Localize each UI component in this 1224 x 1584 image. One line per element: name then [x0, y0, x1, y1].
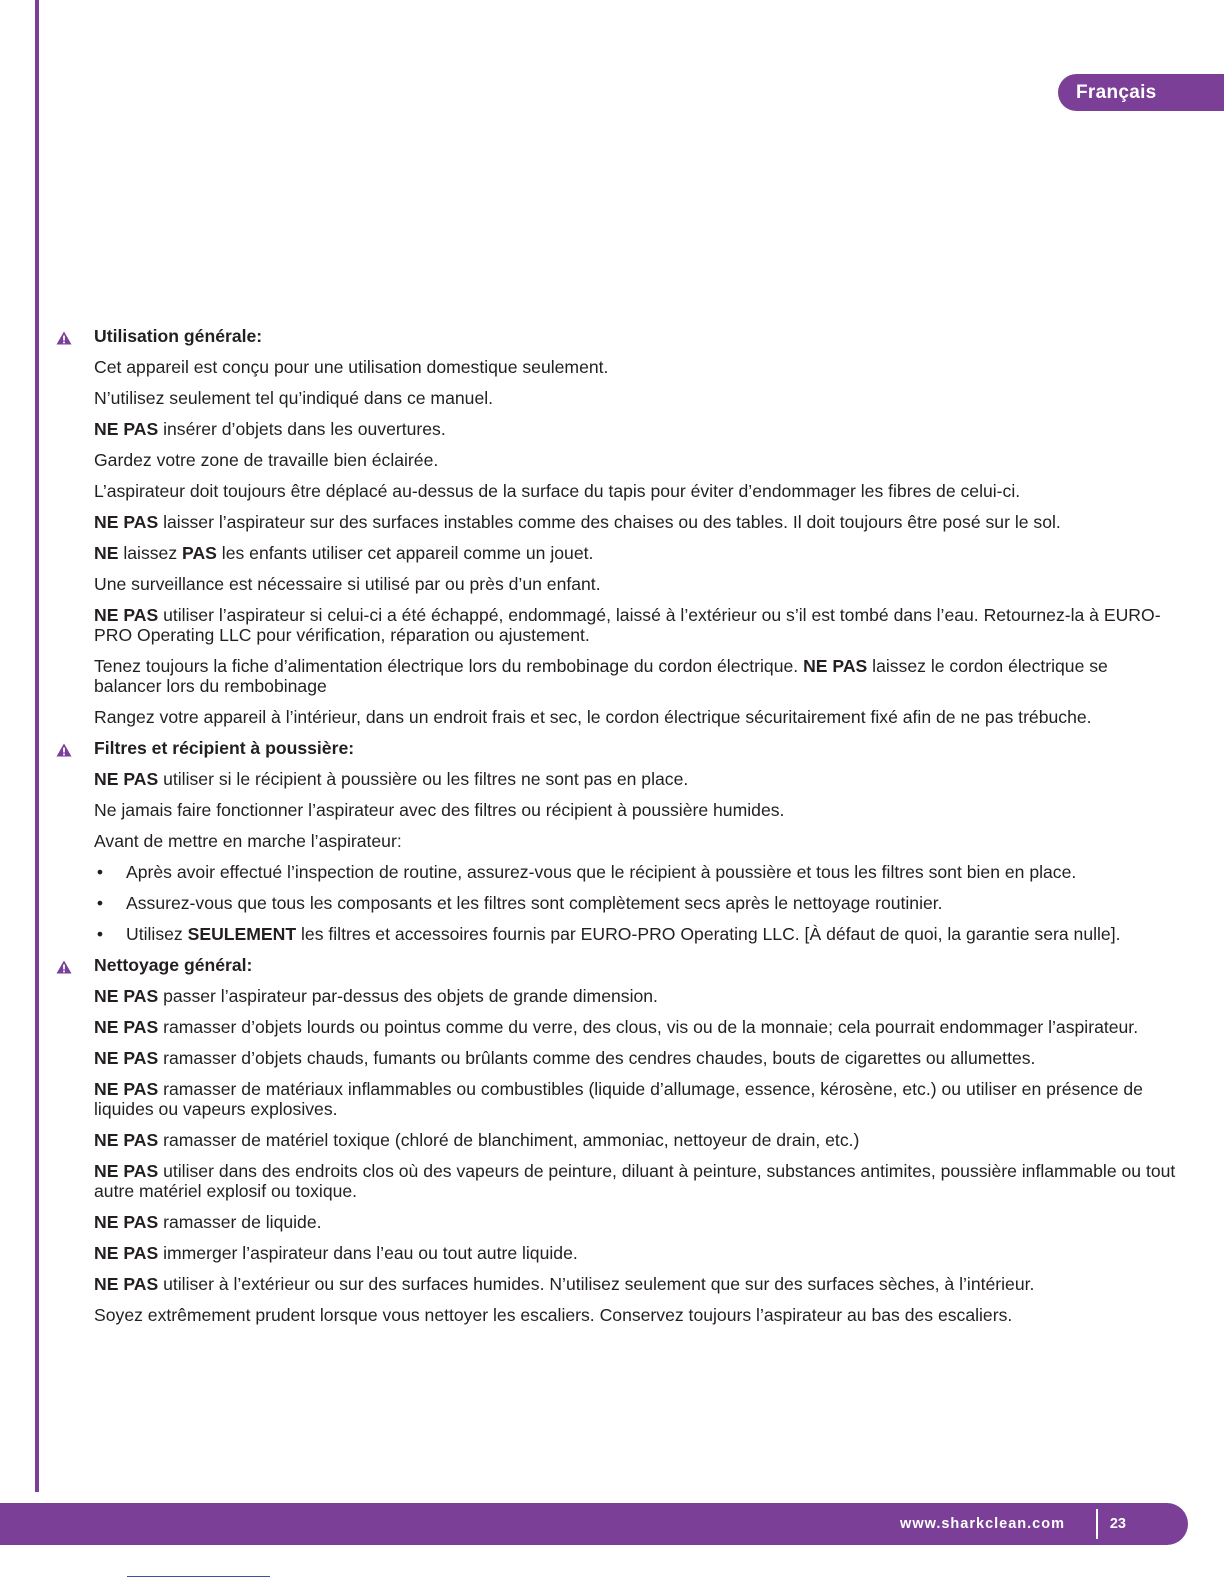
- text-run: ramasser de matériaux inflammables ou combustibles (liquide d’allumage, essence, kérosène, etc.) ou utiliser en présence de liquides ou vapeurs explosives.: [94, 1079, 1143, 1119]
- emphasis-text: NE PAS: [94, 1212, 159, 1232]
- text-run: Cet appareil est conçu pour une utilisation domestique seulement.: [94, 357, 609, 377]
- text-run: Après avoir effectué l’inspection de routine, assurez-vous que le récipient à poussière et tous les filtres sont bien en place.: [126, 862, 1077, 882]
- bullet-item: [96, 893, 1180, 913]
- section-title: Nettoyage général:: [94, 955, 253, 975]
- section-title: Utilisation générale:: [94, 326, 263, 346]
- text-run: ramasser d’objets chauds, fumants ou brûlants comme des cendres chaudes, bouts de cigarettes ou allumettes.: [158, 1048, 1036, 1068]
- text-run: laisser l’aspirateur sur des surfaces instables comme des chaises ou des tables. Il doit toujours être posé sur le sol.: [158, 512, 1061, 532]
- emphasis-text: NE PAS: [94, 986, 159, 1006]
- bullet-list: [56, 862, 1180, 944]
- instruction-item: [94, 831, 1180, 851]
- text-run: L’aspirateur doit toujours être déplacé au-dessus de la surface du tapis pour éviter d’endommager les fibres de celui-ci.: [94, 481, 1021, 501]
- instruction-item: [94, 707, 1180, 727]
- emphasis-text: NE PAS: [94, 1243, 159, 1263]
- instruction-item: [94, 574, 1180, 594]
- instruction-item: [94, 769, 1180, 789]
- safety-instructions: [56, 326, 1180, 1336]
- bullet-dot-icon: •: [96, 862, 104, 882]
- text-run: les filtres et accessoires fournis par EURO-PRO Operating LLC. [À défaut de quoi, la garantie sera nulle].: [296, 924, 1121, 944]
- instruction-item: [94, 450, 1180, 470]
- instruction-item: [94, 1212, 1180, 1232]
- emphasis-text: PAS: [182, 543, 217, 563]
- instruction-item: [94, 1274, 1180, 1294]
- emphasis-text: NE PAS: [94, 605, 159, 625]
- text-run: les enfants utiliser cet appareil comme un jouet.: [216, 543, 594, 563]
- text-run: Une surveillance est nécessaire si utilisé par ou près d’un enfant.: [94, 574, 601, 594]
- text-run: Ne jamais faire fonctionner l’aspirateur avec des filtres ou récipient à poussière humides.: [94, 800, 785, 820]
- instruction-item: [94, 481, 1180, 501]
- text-run: Soyez extrêmement prudent lorsque vous nettoyer les escaliers. Conservez toujours l’aspirateur au bas des escaliers.: [94, 1305, 1013, 1325]
- instruction-item: [94, 357, 1180, 377]
- text-run: Avant de mettre en marche l’aspirateur:: [94, 831, 402, 851]
- instruction-item: [94, 986, 1180, 1006]
- text-run: immerger l’aspirateur dans l’eau ou tout autre liquide.: [158, 1243, 578, 1263]
- text-run: utiliser si le récipient à poussière ou les filtres ne sont pas en place.: [158, 769, 689, 789]
- warning-icon: [56, 741, 72, 755]
- instruction-item: [94, 1048, 1180, 1068]
- instruction-item: [94, 1305, 1180, 1325]
- bullet-item: [96, 924, 1180, 944]
- emphasis-text: NE PAS: [803, 656, 868, 676]
- instruction-item: [94, 1079, 1180, 1119]
- bottom-rule: [127, 1576, 270, 1577]
- text-run: laissez le cordon électrique se balancer lors du rembobinage: [94, 656, 1108, 696]
- text-run: utiliser l’aspirateur si celui-ci a été échappé, endommagé, laissé à l’extérieur ou s’il est tombé dans l’eau. Retournez-la à EURO-PRO Operating LLC pour vérification, réparation ou ajustement.: [94, 605, 1161, 645]
- section-title: Filtres et récipient à poussière:: [94, 738, 355, 758]
- emphasis-text: NE PAS: [94, 769, 159, 789]
- text-run: ramasser de matériel toxique (chloré de blanchiment, ammoniac, nettoyeur de drain, etc.): [158, 1130, 860, 1150]
- text-run: N’utilisez seulement tel qu’indiqué dans ce manuel.: [94, 388, 494, 408]
- emphasis-text: NE PAS: [94, 419, 159, 439]
- section-header: [56, 955, 1180, 975]
- text-run: utiliser à l’extérieur ou sur des surfaces humides. N’utilisez seulement que sur des surfaces sèches, à l’intérieur.: [158, 1274, 1035, 1294]
- text-run: Tenez toujours la fiche d’alimentation électrique lors du rembobinage du cordon électrique.: [94, 656, 804, 676]
- instruction-item: [94, 800, 1180, 820]
- footer-separator: [1096, 1509, 1098, 1539]
- instruction-item: [94, 1243, 1180, 1263]
- text-run: insérer d’objets dans les ouvertures.: [158, 419, 446, 439]
- text-run: passer l’aspirateur par-dessus des objets de grande dimension.: [158, 986, 658, 1006]
- text-run: Assurez-vous que tous les composants et les filtres sont complètement secs après le nettoyage routinier.: [126, 893, 943, 913]
- instruction-item: [94, 1161, 1180, 1201]
- warning-icon: [56, 329, 72, 343]
- left-margin-rule: [35, 0, 39, 1492]
- text-run: ramasser d’objets lourds ou pointus comme du verre, des clous, vis ou de la monnaie; cela pourrait endommager l’aspirateur.: [158, 1017, 1139, 1037]
- text-run: laissez: [118, 543, 183, 563]
- instruction-item: [94, 388, 1180, 408]
- instruction-item: [94, 512, 1180, 532]
- instruction-item: [94, 1017, 1180, 1037]
- footer-bar: [0, 1503, 1188, 1545]
- footer-url[interactable]: www.sharkclean.com: [900, 1516, 1065, 1532]
- bullet-dot-icon: •: [96, 893, 104, 913]
- section: [56, 326, 1180, 727]
- emphasis-text: NE PAS: [94, 1079, 159, 1099]
- emphasis-text: NE PAS: [94, 1130, 159, 1150]
- emphasis-text: NE PAS: [94, 1017, 159, 1037]
- instruction-item: [94, 1130, 1180, 1150]
- text-run: ramasser de liquide.: [158, 1212, 322, 1232]
- emphasis-text: SEULEMENT: [187, 924, 297, 944]
- instruction-item: [94, 605, 1180, 645]
- section-header: [56, 326, 1180, 346]
- text-run: Gardez votre zone de travaille bien éclairée.: [94, 450, 439, 470]
- text-run: Rangez votre appareil à l’intérieur, dans un endroit frais et sec, le cordon électrique sécuritairement fixé afin de ne pas trébuche.: [94, 707, 1092, 727]
- bullet-item: [96, 862, 1180, 882]
- section-header: [56, 738, 1180, 758]
- page-number: 23: [1109, 1516, 1126, 1532]
- emphasis-text: NE PAS: [94, 1048, 159, 1068]
- text-run: Utilisez: [126, 924, 188, 944]
- instruction-item: [94, 656, 1180, 696]
- bullet-dot-icon: •: [96, 924, 104, 944]
- instruction-item: [94, 543, 1180, 563]
- section: [56, 738, 1180, 944]
- section: [56, 955, 1180, 1325]
- language-tab: Français: [1058, 74, 1224, 111]
- emphasis-text: NE PAS: [94, 1161, 159, 1181]
- instruction-item: [94, 419, 1180, 439]
- emphasis-text: NE: [94, 543, 119, 563]
- emphasis-text: NE PAS: [94, 1274, 159, 1294]
- text-run: utiliser dans des endroits clos où des vapeurs de peinture, diluant à peinture, substances antimites, poussière inflammable ou tout autre matériel explosif ou toxique.: [94, 1161, 1176, 1201]
- emphasis-text: NE PAS: [94, 512, 159, 532]
- warning-icon: [56, 958, 72, 972]
